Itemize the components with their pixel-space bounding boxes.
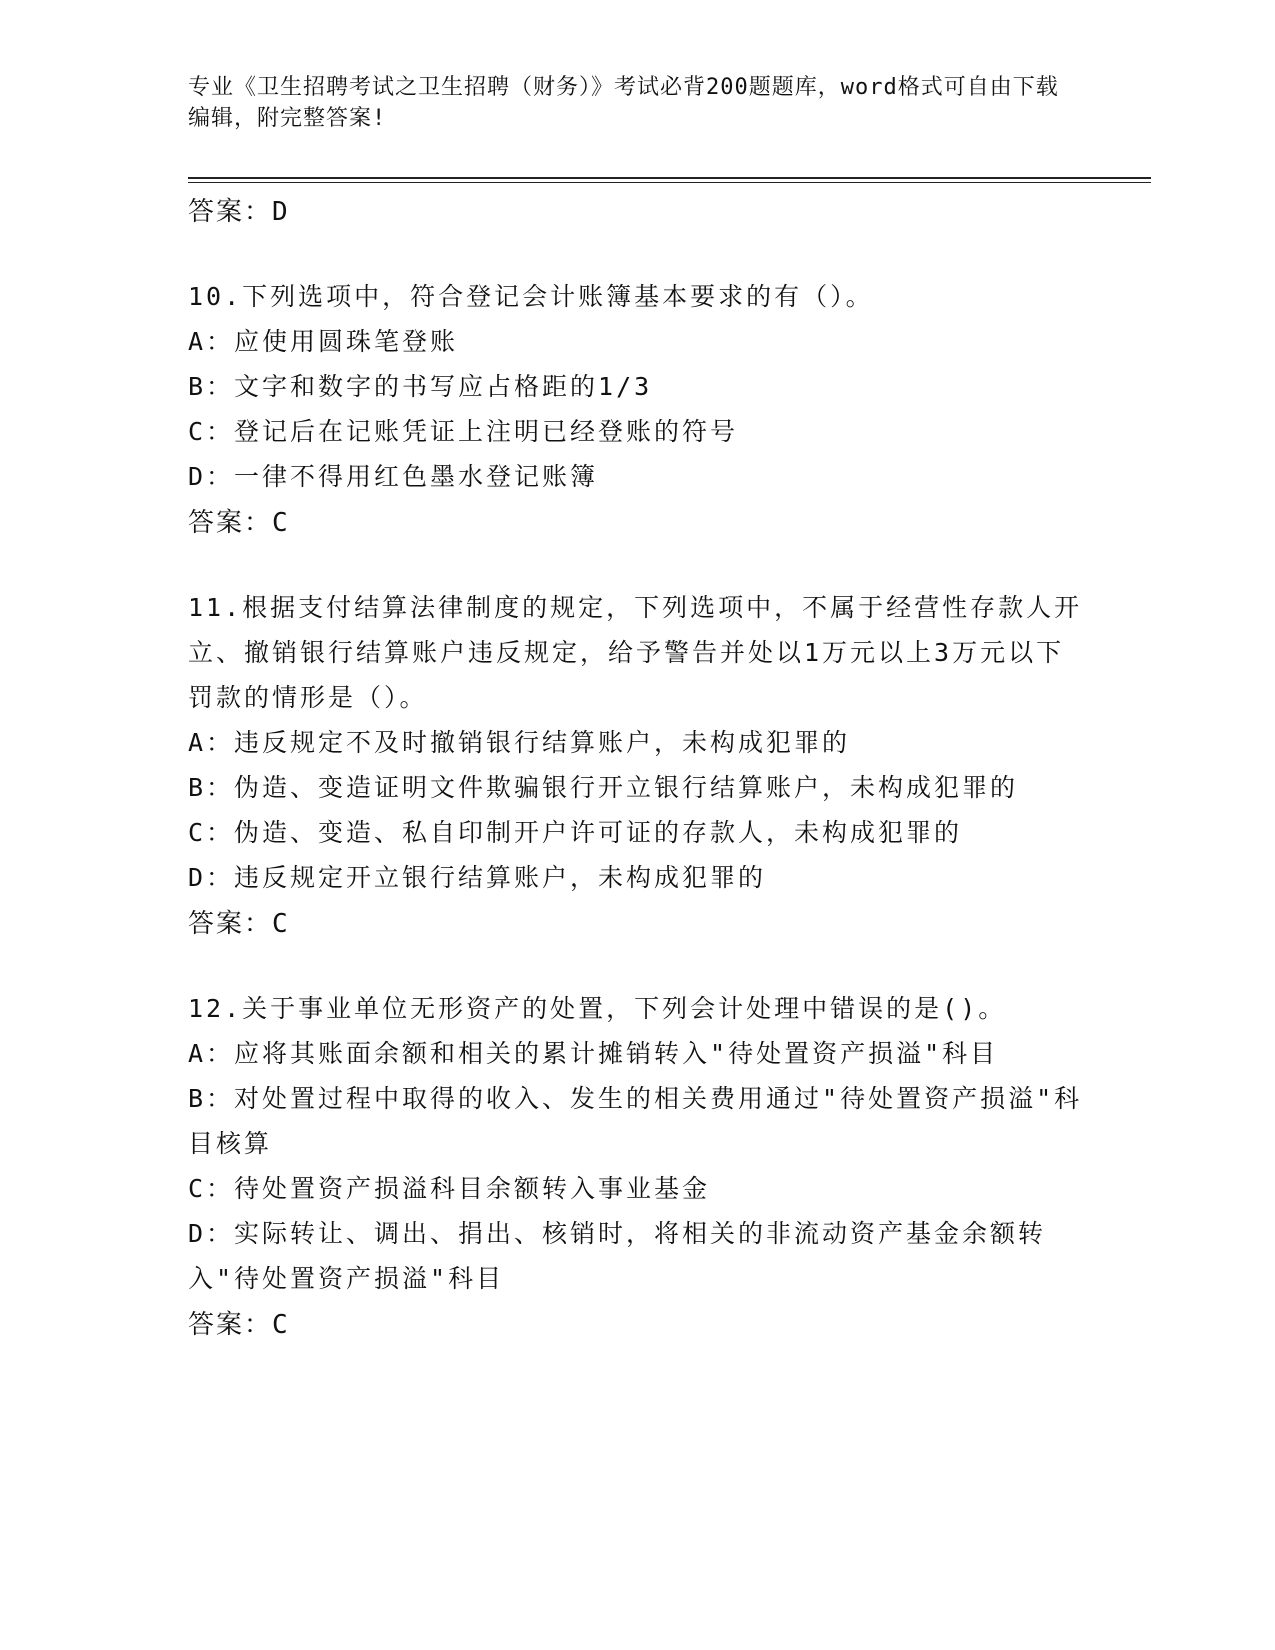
question-text: 10.下列选项中，符合登记会计账簿基本要求的有（）。 <box>188 282 874 311</box>
question-block <box>188 274 1088 547</box>
option-a: A：违反规定不及时撤销银行结算账户，未构成犯罪的 <box>188 728 851 757</box>
header-rule-thin <box>188 182 1151 183</box>
option-b: B：伪造、变造证明文件欺骗银行开立银行结算账户，未构成犯罪的 <box>188 773 1019 802</box>
question-block <box>188 986 1088 1349</box>
option-a: A：应使用圆珠笔登账 <box>188 327 459 356</box>
document-header: 专业《卫生招聘考试之卫生招聘（财务）》考试必背200题题库，word格式可自由下载编辑，附完整答案! <box>188 75 1059 131</box>
option-d: D：违反规定开立银行结算账户，未构成犯罪的 <box>188 863 767 892</box>
answer-line: 答案：C <box>188 508 290 538</box>
answer-line: 答案：D <box>188 197 290 227</box>
answer-line: 答案：C <box>188 909 290 939</box>
option-a: A：应将其账面余额和相关的累计摊销转入"待处置资产损溢"科目 <box>188 1039 999 1068</box>
option-b: B：文字和数字的书写应占格距的1/3 <box>188 372 653 401</box>
option-b: B：对处置过程中取得的收入、发生的相关费用通过"待处置资产损溢"科目核算 <box>188 1084 1083 1158</box>
option-d: D：一律不得用红色墨水登记账簿 <box>188 462 599 491</box>
question-text: 11.根据支付结算法律制度的规定，下列选项中，不属于经营性存款人开立、撤销银行结算账户违反规定，给予警告并处以1万元以上3万元以下罚款的情形是（）。 <box>188 593 1083 712</box>
option-c: C：待处置资产损溢科目余额转入事业基金 <box>188 1174 711 1203</box>
answer-line: 答案：C <box>188 1310 290 1340</box>
question-block <box>188 585 1088 948</box>
option-c: C：登记后在记账凭证上注明已经登账的符号 <box>188 417 739 446</box>
header-rule-thick <box>188 177 1151 179</box>
question-list <box>188 188 1088 1349</box>
option-c: C：伪造、变造、私自印制开户许可证的存款人，未构成犯罪的 <box>188 818 963 847</box>
question-text: 12.关于事业单位无形资产的处置，下列会计处理中错误的是()。 <box>188 994 1007 1023</box>
option-d: D：实际转让、调出、捐出、核销时，将相关的非流动资产基金余额转入"待处置资产损溢"科目 <box>188 1219 1047 1293</box>
